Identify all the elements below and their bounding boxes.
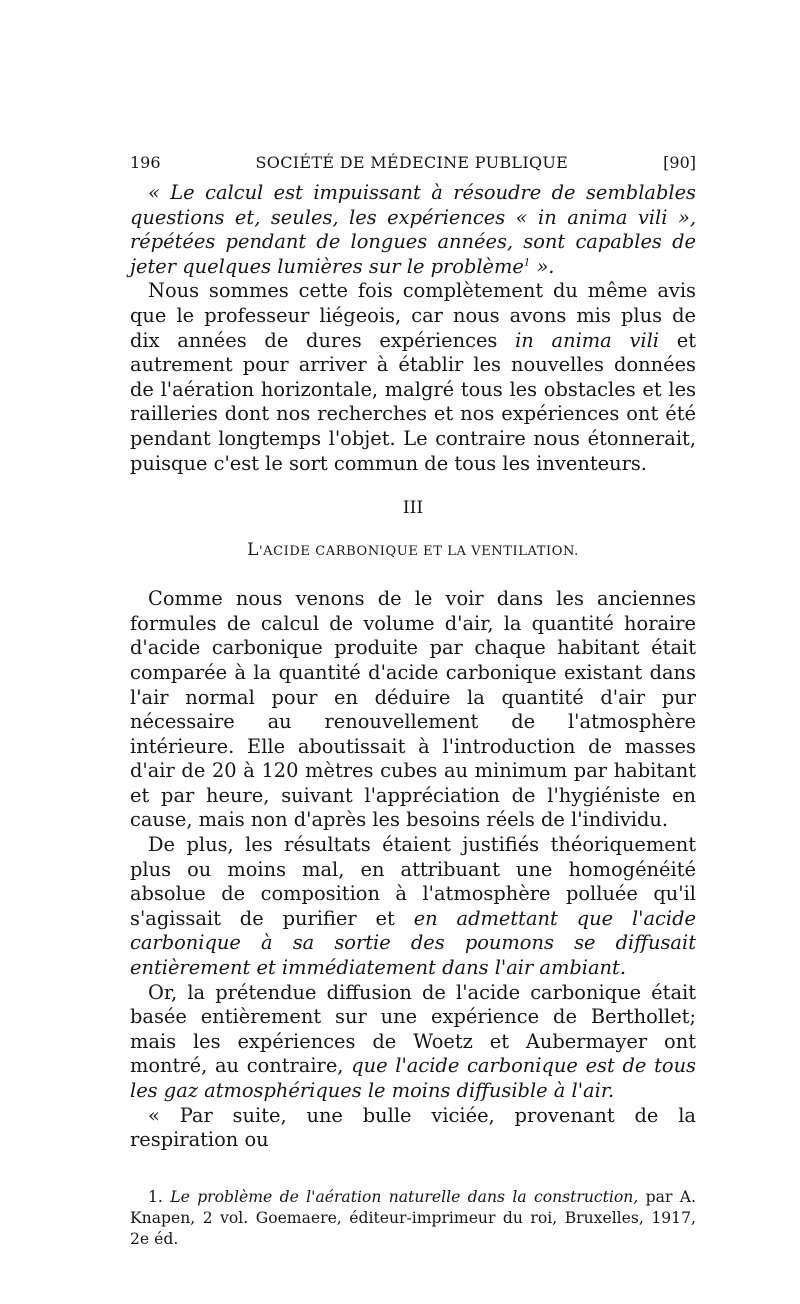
paragraph-4-text: Or, la prétendue diffusion de l'acide carbonique était basée entièrement sur une expérience de Berthollet; mais les expériences de Woetz et Aubermayer ont montré, au contraire, [130, 980, 696, 1078]
section-title [130, 538, 696, 564]
paragraph-5: « Par suite, une bulle viciée, provenant de la respiration ou [130, 1103, 696, 1152]
bracket-page-number: [90] [663, 153, 696, 172]
paragraph-4-italic: que l'acide carbonique est de tous les gaz atmosphériques le moins diffusible à l'air. [130, 1054, 697, 1102]
paragraph-1-text-a: Nous sommes cette fois complètement du même avis que le professeur liégeois, car nous avons mis plus de dix années de dures expériences [130, 279, 696, 352]
footnote-text [130, 1187, 696, 1250]
paragraph-3-italic: en admettant que l'acide carbonique à sa sortie des poumons se diffusait entièrement et immédiatement dans l'air ambiant. [130, 906, 696, 980]
footnote-reference: 1 [523, 257, 531, 269]
section-title-initial: L [247, 540, 259, 561]
paragraph-3-text: De plus, les résultats étaient justifiés théoriquement plus ou moins mal, en attribuant une homogénéité absolue de composition à l'atmosphère polluée qu'il s'agissait de purifier et [130, 833, 696, 930]
paragraph-1 [130, 279, 696, 476]
footnote [130, 1187, 696, 1250]
quote-paragraph [130, 181, 696, 279]
footnote-number: 1. [148, 1187, 171, 1206]
paragraph-1-text-b: et autrement pour arriver à établir les nouvelles données de l'aération horizontale, malgré tous les obstacles et les railleries dont nos recherches et nos expériences ont été pendant longtemps l'objet. Le contraire nous étonnerait, puisque c'est le sort commun de tous les inventeurs. [130, 328, 697, 475]
paragraph-4 [130, 981, 696, 1104]
running-title: SOCIÉTÉ DE MÉDECINE PUBLIQUE [255, 153, 569, 172]
footnote-title: Le problème de l'aération naturelle dans la construction, [170, 1187, 639, 1206]
footnote-rest: par A. Knapen, 2 vol. Goemaere, éditeur-imprimeur du roi, Bruxelles, 1917, 2e éd. [130, 1187, 696, 1248]
paragraph-3 [130, 833, 696, 981]
paragraph-1-italic: in anima vili [515, 328, 660, 352]
quote-text: « Le calcul est impuissant à résoudre de semblables questions et, seules, les expériences « in anima vili », répétées pendant de longues années, sont capables de jeter quelques lumières sur le problème [130, 181, 696, 278]
section-title-rest: 'ACIDE CARBONIQUE ET LA VENTILATION. [258, 544, 579, 560]
page-number: 196 [130, 153, 161, 172]
page [130, 152, 696, 1250]
quote-close: ». [530, 254, 555, 278]
running-header [130, 152, 696, 174]
paragraph-2: Comme nous venons de le voir dans les anciennes formules de calcul de volume d'air, la quantité horaire d'acide carbonique produite par chaque habitant était comparée à la quantité d'acide carbonique existant dans l'air normal pour en déduire la quantité d'air pur nécessaire au renouvellement de l'atmosphère intérieure. Elle aboutissait à l'introduction de masses d'air de 20 à 120 mètres cubes au minimum par habitant et par heure, suivant l'appréciation de l'hygiéniste en cause, mais non d'après les besoins réels de l'individu. [130, 587, 696, 832]
section-number: III [402, 498, 424, 519]
